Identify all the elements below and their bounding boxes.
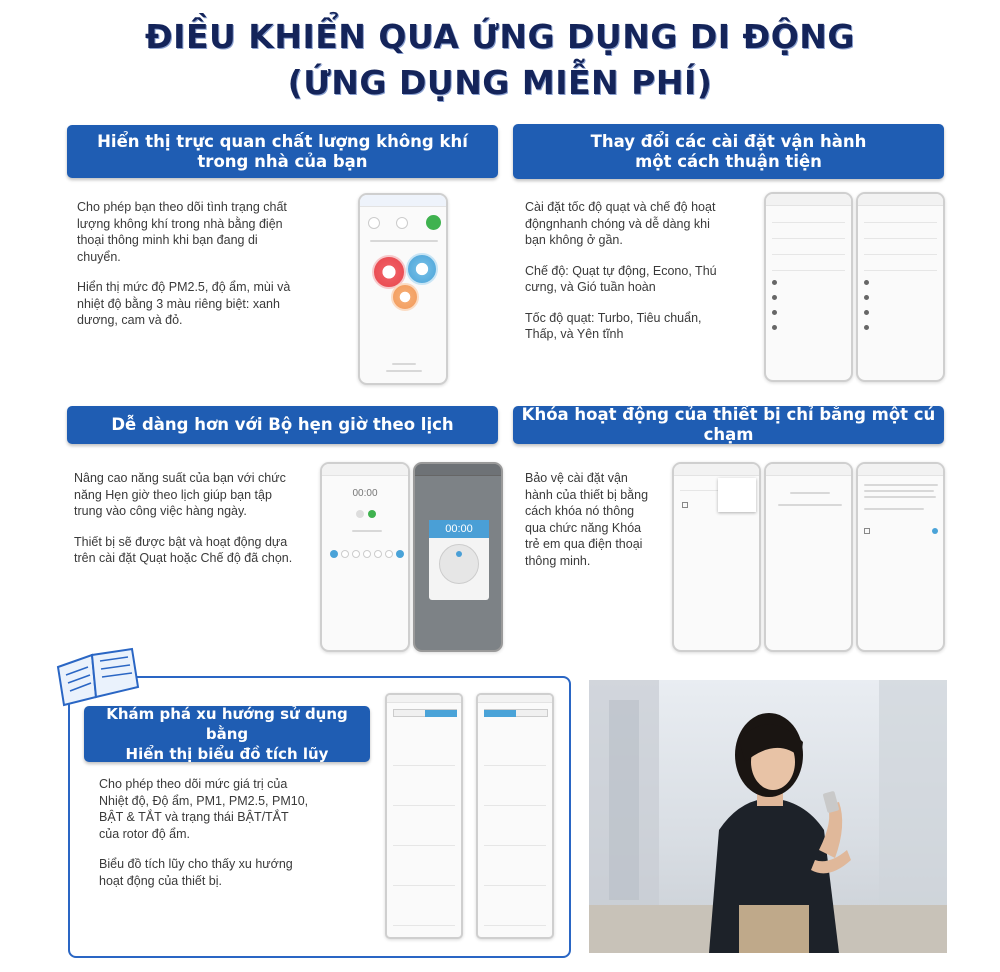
phone-caption-line xyxy=(352,530,382,532)
chart-axis xyxy=(484,805,546,806)
chart-axis xyxy=(393,925,455,926)
fan-mode-icon xyxy=(864,325,869,330)
menu-divider xyxy=(864,270,937,271)
power-button-icon xyxy=(426,215,441,230)
phone-timer-2 xyxy=(413,462,503,652)
pm25-bubble-icon xyxy=(406,253,438,285)
menu-divider xyxy=(864,222,937,223)
phone-caption-line xyxy=(790,492,830,494)
weekday-dot xyxy=(385,550,393,558)
fan-mode-icon xyxy=(864,280,869,285)
checkbox-icon xyxy=(864,528,870,534)
phone-caption-line xyxy=(864,484,938,486)
open-book-icon xyxy=(52,645,142,707)
phone-status-bar xyxy=(674,464,759,476)
settings-text xyxy=(525,199,733,357)
lock-heading: Khóa hoạt động của thiết bị chỉ bằng một cú chạm xyxy=(521,405,936,444)
title-line-1: ĐIỀU KHIỂN QUA ỨNG DỤNG DI ĐỘNG xyxy=(145,17,855,56)
phone-caption-line xyxy=(778,504,842,506)
timer-paragraph-1: Nâng cao năng suất của bạn với chức năng Hẹn giờ theo lịch giúp bạn tập trung vào công việc hàng ngày. xyxy=(74,471,286,518)
settings-paragraph-2: Chế độ: Quạt tự động, Econo, Thú cưng, và Gió tuần hoàn xyxy=(525,263,717,294)
phone-status-bar xyxy=(360,195,446,207)
monitor-text xyxy=(77,199,297,343)
timer-paragraph-2: Thiết bị sẽ được bật và hoạt động dựa trên cài đặt Quạt hoặc Chế độ đã chọn. xyxy=(74,534,293,565)
phone-fan-settings-1 xyxy=(764,192,853,382)
toggle-icon xyxy=(356,510,364,518)
phone-lock-1 xyxy=(672,462,761,652)
chart-tab-active xyxy=(484,710,516,717)
settings-heading-2: một cách thuận tiện xyxy=(635,151,822,171)
fan-mode-icon xyxy=(772,310,777,315)
settings-paragraph-1: Cài đặt tốc độ quạt và chế độ hoạt độngnhanh chóng và dễ dàng khi bạn không ở gần. xyxy=(525,200,716,247)
menu-divider xyxy=(864,254,937,255)
weekday-dot xyxy=(363,550,371,558)
toggle-on-icon xyxy=(368,510,376,518)
phone-status-bar xyxy=(387,695,461,703)
dropdown-menu xyxy=(718,478,756,512)
phone-chart-1 xyxy=(385,693,463,939)
weekday-dot xyxy=(330,550,338,558)
lock-text xyxy=(525,470,655,583)
monitor-banner xyxy=(67,125,498,178)
chart-axis xyxy=(484,845,546,846)
timer-text xyxy=(74,470,294,581)
timer-time-display: 00:00 xyxy=(352,488,378,499)
time-picker-popup xyxy=(429,520,489,600)
phone-lock-3 xyxy=(856,462,945,652)
monitor-heading-2: trong nhà của bạn xyxy=(197,151,368,171)
chart-paragraph-1: Cho phép theo dõi mức giá trị của Nhiệt độ, Độ ẩm, PM1, PM2.5, PM10, BẬT & TẮT và trạng thái BẬT/TẮT của rotor độ ẩm. xyxy=(99,777,309,841)
phone-caption-line xyxy=(864,496,936,498)
indicator-dot-icon xyxy=(396,217,408,229)
monitor-paragraph-1: Cho phép bạn theo dõi tình trạng chất lượng không khí trong nhà bằng điện thoại thông minh khi bạn đang di chuyển. xyxy=(77,200,287,264)
chart-tab-active xyxy=(425,710,457,717)
toggle-on-icon xyxy=(932,528,938,534)
phone-status-bar xyxy=(858,194,943,206)
fan-mode-icon xyxy=(772,280,777,285)
monitor-heading-1: Hiển thị trực quan chất lượng không khí xyxy=(97,131,468,151)
lock-paragraph-1: Bảo vệ cài đặt vận hành của thiết bị bằng cách khóa nó thông qua chức năng Khóa trẻ em qua điện thoại thông minh. xyxy=(525,471,649,568)
timer-banner xyxy=(67,406,498,444)
chart-axis xyxy=(393,845,455,846)
clock-hand-icon xyxy=(456,551,462,557)
phone-status-bar xyxy=(766,464,851,476)
phone-status-bar xyxy=(766,194,851,206)
indicator-dot-icon xyxy=(368,217,380,229)
phone-caption-line xyxy=(392,363,416,365)
chart-paragraph-2: Biểu đồ tích lũy cho thấy xu hướng hoạt động của thiết bị. xyxy=(99,857,293,888)
chart-axis xyxy=(484,765,546,766)
photo-illustration xyxy=(589,680,947,953)
checkbox-icon xyxy=(682,502,688,508)
chart-heading-1: Khám phá xu hướng sử dụng bằng xyxy=(106,705,348,743)
fan-mode-icon xyxy=(864,310,869,315)
menu-divider xyxy=(864,238,937,239)
phone-timer-1 xyxy=(320,462,410,652)
chart-text xyxy=(99,776,309,903)
monitor-paragraph-2: Hiển thị mức độ PM2.5, độ ẩm, mùi và nhiệt độ bằng 3 màu riêng biệt: xanh dương, cam và đỏ. xyxy=(77,280,291,327)
weekday-dot xyxy=(396,550,404,558)
settings-banner xyxy=(513,124,944,179)
fan-mode-icon xyxy=(864,295,869,300)
page-title xyxy=(0,14,1000,106)
phone-fan-settings-2 xyxy=(856,192,945,382)
chart-axis xyxy=(484,885,546,886)
chart-axis xyxy=(393,885,455,886)
timer-heading: Dễ dàng hơn với Bộ hẹn giờ theo lịch xyxy=(111,415,454,434)
phone-air-quality xyxy=(358,193,448,385)
phone-caption-line xyxy=(864,490,934,492)
chart-banner xyxy=(84,706,370,762)
clock-face-icon xyxy=(439,544,479,584)
chart-axis xyxy=(393,805,455,806)
weekday-dot xyxy=(352,550,360,558)
weekday-dot xyxy=(341,550,349,558)
phone-lock-2 xyxy=(764,462,853,652)
phone-status-bar xyxy=(322,464,408,476)
lock-banner xyxy=(513,406,944,444)
phone-caption-line xyxy=(370,240,438,242)
time-picker-header: 00:00 xyxy=(429,520,489,538)
menu-divider xyxy=(772,270,845,271)
temperature-bubble-icon xyxy=(391,283,419,311)
title-line-2: (ỨNG DỤNG MIỄN PHÍ) xyxy=(287,63,713,102)
phone-status-bar xyxy=(858,464,943,476)
menu-divider xyxy=(772,238,845,239)
fan-mode-icon xyxy=(772,295,777,300)
phone-chart-2 xyxy=(476,693,554,939)
chart-axis xyxy=(393,765,455,766)
chart-axis xyxy=(484,925,546,926)
weekday-dot xyxy=(374,550,382,558)
phone-status-bar xyxy=(415,464,501,476)
menu-divider xyxy=(772,254,845,255)
phone-caption-line xyxy=(864,508,924,510)
settings-paragraph-3: Tốc độ quạt: Turbo, Tiêu chuẩn, Thấp, và Yên tĩnh xyxy=(525,310,702,341)
menu-divider xyxy=(772,222,845,223)
phone-caption-line xyxy=(386,370,422,372)
woman-using-phone-photo xyxy=(589,680,947,953)
phone-status-bar xyxy=(478,695,552,703)
chart-heading-2: Hiển thị biểu đồ tích lũy xyxy=(125,745,329,763)
settings-heading-1: Thay đổi các cài đặt vận hành xyxy=(590,131,867,151)
fan-mode-icon xyxy=(772,325,777,330)
